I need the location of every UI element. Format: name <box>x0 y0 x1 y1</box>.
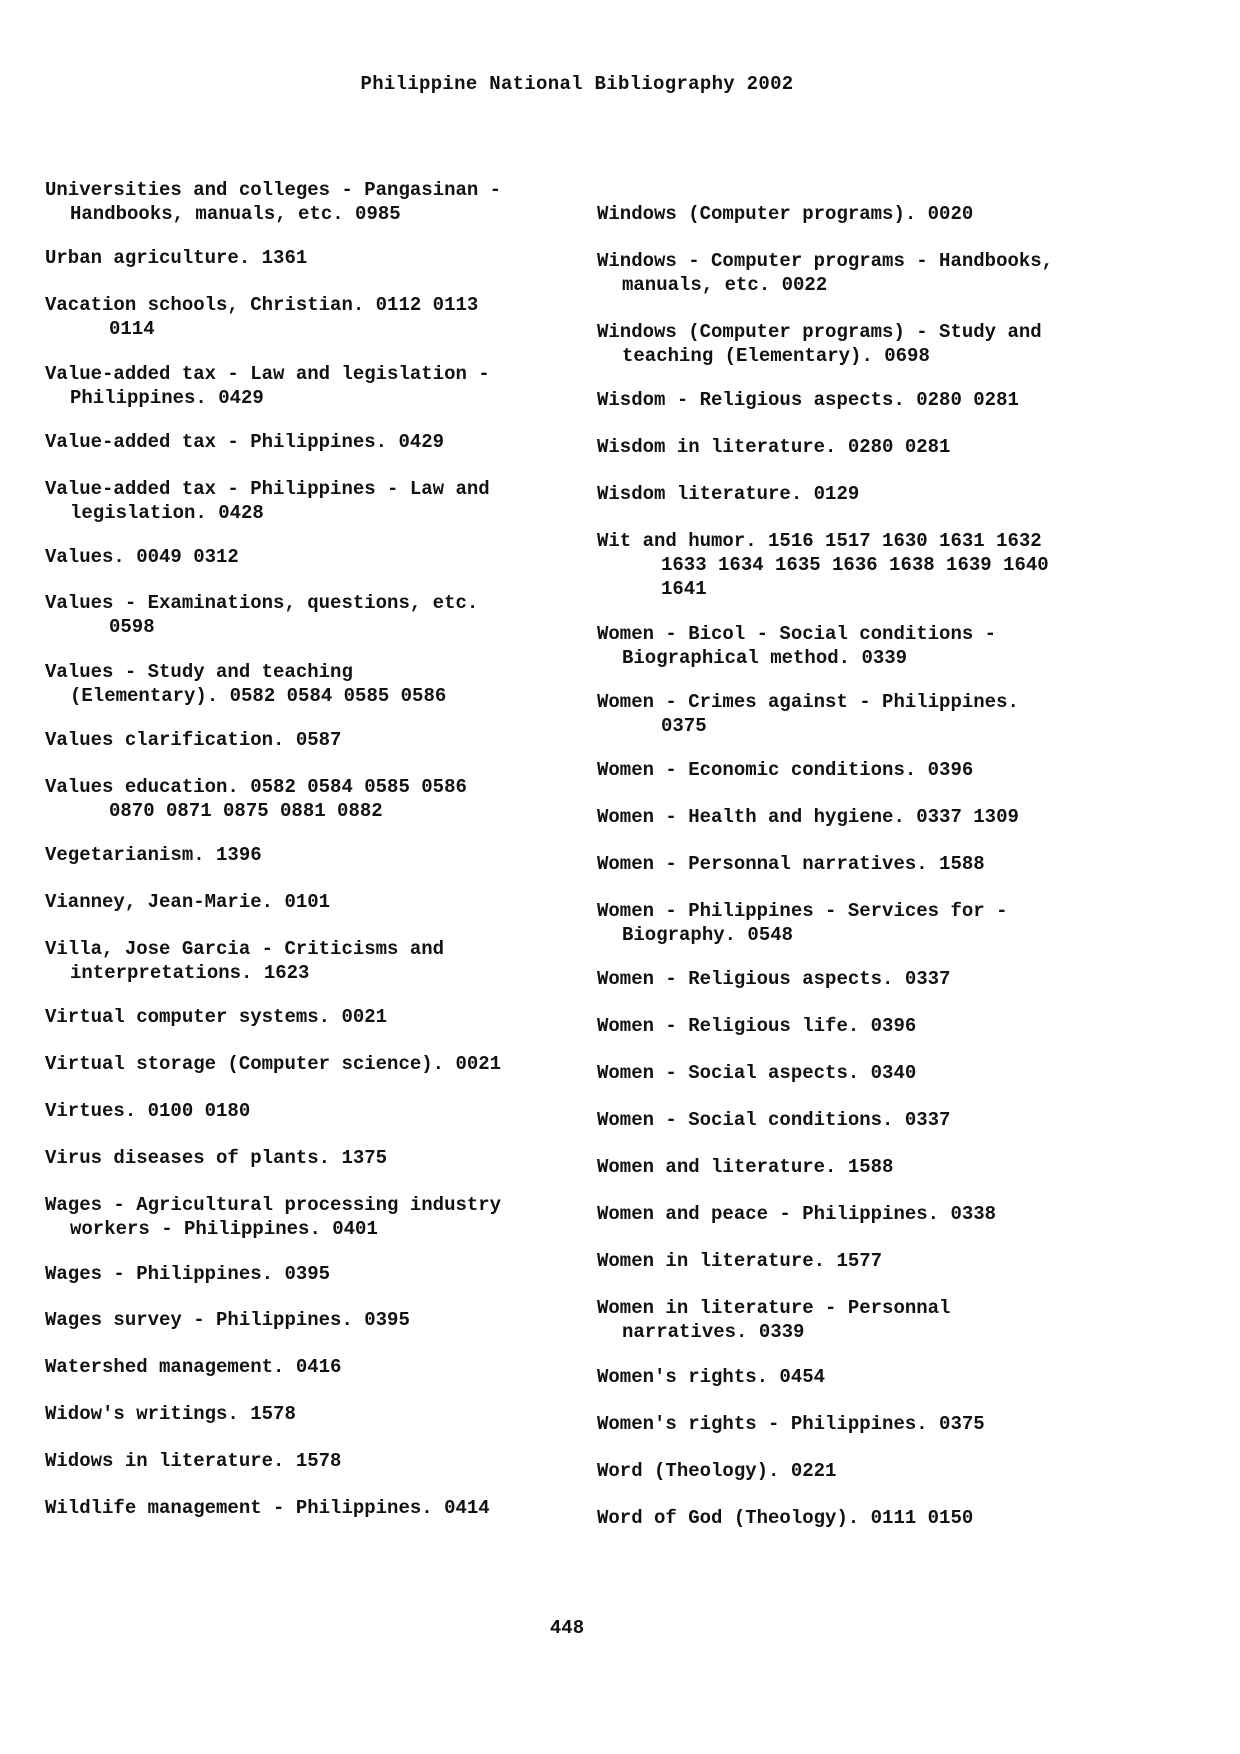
entry-heading-line: Wildlife management - Philippines. 0414 <box>45 1497 490 1519</box>
index-entry <box>45 1496 565 1520</box>
entry-continuation-line: 0114 <box>109 318 155 340</box>
entry-heading-line: Women - Social aspects. 0340 <box>597 1062 917 1084</box>
entry-heading-line: Wisdom literature. 0129 <box>597 483 860 505</box>
index-entry <box>597 758 1157 782</box>
entry-heading-line: Watershed management. 0416 <box>45 1356 342 1378</box>
entry-heading-line: Wit and humor. 1516 1517 1630 1631 1632 <box>597 530 1042 552</box>
index-entry <box>597 1014 1157 1038</box>
entry-heading-line: Value-added tax - Philippines. 0429 <box>45 431 445 453</box>
index-entry <box>45 775 565 823</box>
entry-heading-line: Values. 0049 0312 <box>45 546 239 568</box>
entry-heading-line: Windows (Computer programs). 0020 <box>597 203 974 225</box>
index-entry <box>45 362 565 410</box>
index-entry <box>45 430 565 454</box>
entry-heading-line: Values - Study and teaching <box>45 661 353 683</box>
entry-heading-line: Wisdom - Religious aspects. 0280 0281 <box>597 389 1019 411</box>
entry-heading-line: Value-added tax - Law and legislation - <box>45 363 490 385</box>
index-entry <box>597 1061 1157 1085</box>
entry-continuation-line: interpretations. 1623 <box>70 962 310 984</box>
entry-heading-line: Virus diseases of plants. 1375 <box>45 1147 388 1169</box>
index-entry <box>597 1202 1157 1226</box>
index-entry <box>45 1308 565 1332</box>
index-entry <box>597 1296 1157 1344</box>
index-entry <box>45 1146 565 1170</box>
entry-heading-line: Windows (Computer programs) - Study and <box>597 321 1042 343</box>
entry-heading-line: Women in literature - Personnal <box>597 1297 951 1319</box>
entry-heading-line: Women in literature. 1577 <box>597 1250 883 1272</box>
index-entry <box>597 435 1157 459</box>
index-entry <box>45 660 565 708</box>
entry-heading-line: Women - Religious aspects. 0337 <box>597 968 951 990</box>
index-entry <box>597 967 1157 991</box>
entry-heading-line: Urban agriculture. 1361 <box>45 247 308 269</box>
index-entry <box>45 1402 565 1426</box>
index-entry <box>597 805 1157 829</box>
index-entry <box>45 1052 565 1076</box>
entry-heading-line: Widow's writings. 1578 <box>45 1403 296 1425</box>
entry-heading-line: Values education. 0582 0584 0585 0586 <box>45 776 467 798</box>
index-entry <box>597 622 1157 670</box>
entry-heading-line: Women - Social conditions. 0337 <box>597 1109 951 1131</box>
entry-continuation-line: Biography. 0548 <box>622 924 794 946</box>
left-index-column <box>45 0 565 1754</box>
entry-heading-line: Virtual computer systems. 0021 <box>45 1006 388 1028</box>
entry-continuation-line: 0598 <box>109 616 155 638</box>
entry-heading-line: Word of God (Theology). 0111 0150 <box>597 1507 974 1529</box>
index-entry <box>45 1262 565 1286</box>
index-entry <box>597 388 1157 412</box>
entry-heading-line: Wages survey - Philippines. 0395 <box>45 1309 410 1331</box>
entry-heading-line: Values - Examinations, questions, etc. <box>45 592 479 614</box>
index-entry <box>597 1249 1157 1273</box>
entry-heading-line: Virtues. 0100 0180 <box>45 1100 251 1122</box>
right-index-column <box>597 0 1157 1754</box>
entry-continuation-line: 1641 <box>661 578 707 600</box>
index-entry <box>597 1412 1157 1436</box>
index-entry <box>45 545 565 569</box>
entry-heading-line: Women - Religious life. 0396 <box>597 1015 917 1037</box>
entry-continuation-line: workers - Philippines. 0401 <box>70 1218 378 1240</box>
entry-heading-line: Value-added tax - Philippines - Law and <box>45 478 490 500</box>
entry-continuation-line: Handbooks, manuals, etc. 0985 <box>70 203 401 225</box>
index-entry <box>45 728 565 752</box>
entry-heading-line: Windows - Computer programs - Handbooks, <box>597 250 1054 272</box>
index-entry <box>45 1193 565 1241</box>
entry-heading-line: Universities and colleges - Pangasinan - <box>45 179 502 201</box>
index-entry <box>45 1449 565 1473</box>
entry-heading-line: Vegetarianism. 1396 <box>45 844 262 866</box>
index-entry <box>597 529 1157 601</box>
index-entry <box>45 1355 565 1379</box>
page-title: Philippine National Bibliography 2002 <box>360 73 794 95</box>
index-entry <box>597 482 1157 506</box>
index-entry <box>597 320 1157 368</box>
index-entry <box>597 1108 1157 1132</box>
entry-heading-line: Vacation schools, Christian. 0112 0113 <box>45 294 479 316</box>
entry-heading-line: Widows in literature. 1578 <box>45 1450 342 1472</box>
entry-heading-line: Women - Philippines - Services for - <box>597 900 1008 922</box>
index-entry <box>45 591 565 639</box>
entry-continuation-line: 0870 0871 0875 0881 0882 <box>109 800 383 822</box>
entry-heading-line: Women's rights - Philippines. 0375 <box>597 1413 985 1435</box>
index-entry <box>45 937 565 985</box>
entry-heading-line: Women's rights. 0454 <box>597 1366 826 1388</box>
entry-heading-line: Villa, Jose Garcia - Criticisms and <box>45 938 445 960</box>
entry-heading-line: Women and literature. 1588 <box>597 1156 894 1178</box>
entry-heading-line: Virtual storage (Computer science). 0021 <box>45 1053 502 1075</box>
entry-continuation-line: teaching (Elementary). 0698 <box>622 345 930 367</box>
entry-heading-line: Word (Theology). 0221 <box>597 1460 837 1482</box>
index-entry <box>45 178 565 226</box>
index-entry <box>597 690 1157 738</box>
index-entry <box>45 293 565 341</box>
entry-heading-line: Women - Health and hygiene. 0337 1309 <box>597 806 1019 828</box>
index-entry <box>597 1155 1157 1179</box>
index-entry <box>45 246 565 270</box>
entry-heading-line: Vianney, Jean-Marie. 0101 <box>45 891 331 913</box>
entry-continuation-line: manuals, etc. 0022 <box>622 274 828 296</box>
index-entry <box>45 1005 565 1029</box>
entry-heading-line: Values clarification. 0587 <box>45 729 342 751</box>
entry-heading-line: Women and peace - Philippines. 0338 <box>597 1203 997 1225</box>
index-entry <box>45 843 565 867</box>
entry-continuation-line: Biographical method. 0339 <box>622 647 908 669</box>
entry-heading-line: Wages - Philippines. 0395 <box>45 1263 331 1285</box>
entry-continuation-line: 1633 1634 1635 1636 1638 1639 1640 <box>661 554 1049 576</box>
page-number: 448 <box>549 1617 585 1639</box>
entry-heading-line: Women - Economic conditions. 0396 <box>597 759 974 781</box>
entry-heading-line: Women - Crimes against - Philippines. <box>597 691 1019 713</box>
index-entry <box>597 1506 1157 1530</box>
index-entry <box>597 1365 1157 1389</box>
index-entry <box>45 890 565 914</box>
entry-continuation-line: narratives. 0339 <box>622 1321 805 1343</box>
index-entry <box>45 1099 565 1123</box>
entry-heading-line: Women - Bicol - Social conditions - <box>597 623 997 645</box>
entry-heading-line: Wisdom in literature. 0280 0281 <box>597 436 951 458</box>
index-entry <box>45 477 565 525</box>
index-entry <box>597 202 1157 226</box>
entry-continuation-line: (Elementary). 0582 0584 0585 0586 <box>70 685 447 707</box>
index-entry <box>597 249 1157 297</box>
entry-continuation-line: Philippines. 0429 <box>70 387 264 409</box>
entry-heading-line: Wages - Agricultural processing industry <box>45 1194 502 1216</box>
entry-heading-line: Women - Personnal narratives. 1588 <box>597 853 985 875</box>
index-entry <box>597 852 1157 876</box>
entry-continuation-line: 0375 <box>661 715 707 737</box>
entry-continuation-line: legislation. 0428 <box>70 502 264 524</box>
index-entry <box>597 1459 1157 1483</box>
index-entry <box>597 899 1157 947</box>
